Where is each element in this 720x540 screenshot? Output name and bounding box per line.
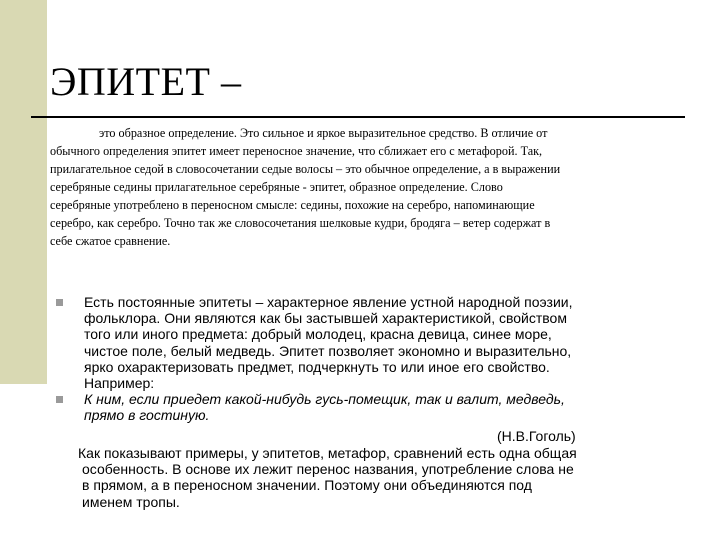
closing-line: в прямом, а в переносном значении. Поэтому они объединяются под	[82, 477, 532, 494]
slide-title: ЭПИТЕТ –	[50, 59, 242, 104]
closing-line: именем тропы.	[82, 493, 180, 510]
bullet-line: Есть постоянные эпитеты – характерное явление устной народной поэзии,	[84, 294, 573, 310]
bullet-line: ярко охарактеризовать предмет, подчеркнуть то или иное его свойство.	[84, 358, 550, 375]
bullet-square-icon	[56, 299, 63, 306]
bullet-line: того или иного предмета: добрый молодец, красна девица, синее море,	[84, 326, 552, 343]
bullet-line: чистое поле, белый медведь. Эпитет позволяет экономно и выразительно,	[84, 342, 572, 359]
definition-line: серебряные седины прилагательное серебряные - эпитет, образное определение. Слово	[50, 180, 503, 194]
closing-paragraph	[78, 445, 678, 510]
closing-line: Как показывают примеры, у эпитетов, метафор, сравнений есть одна общая	[78, 445, 577, 461]
definition-line: себе сжатое сравнение.	[50, 234, 171, 248]
definition-line: серебряные употреблено в переносном смысле: седины, похожие на серебро, напоминающие	[50, 198, 535, 212]
closing-line: особенность. В основе их лежит перенос названия, употребление слова не	[82, 461, 574, 478]
definition-line: обычного определения эпитет имеет переносное значение, что сближает его с метафорой. Так,	[50, 144, 543, 158]
bullet-list	[56, 294, 662, 424]
quote-line: прямо в гостиную.	[84, 407, 210, 424]
definition-paragraph	[50, 124, 686, 250]
bullet-item-gogol-quote	[56, 391, 662, 423]
quote-attribution: (Н.В.Гоголь)	[497, 428, 576, 444]
definition-line: прилагательное седой в словосочетании седые волосы – это обычное определение, а в выражении	[50, 162, 561, 176]
bullet-item-constant-epithets	[56, 294, 662, 391]
definition-line: серебро, как серебро. Точно так же словосочетания шелковые кудри, бродяга – ветер содержат в	[50, 216, 551, 230]
definition-line: это образное определение. Это сильное и яркое выразительное средство. В отличие от	[99, 126, 548, 140]
title-divider	[31, 116, 685, 118]
bullet-square-icon	[56, 396, 63, 403]
decorative-sidebar-band	[0, 0, 47, 384]
bullet-line: фольклора. Они являются как бы застывшей характеристикой, свойством	[84, 310, 567, 327]
quote-line: К ним, если приедет какой-нибудь гусь-помещик, так и валит, медведь,	[84, 391, 565, 408]
bullet-line: Например:	[84, 375, 155, 392]
